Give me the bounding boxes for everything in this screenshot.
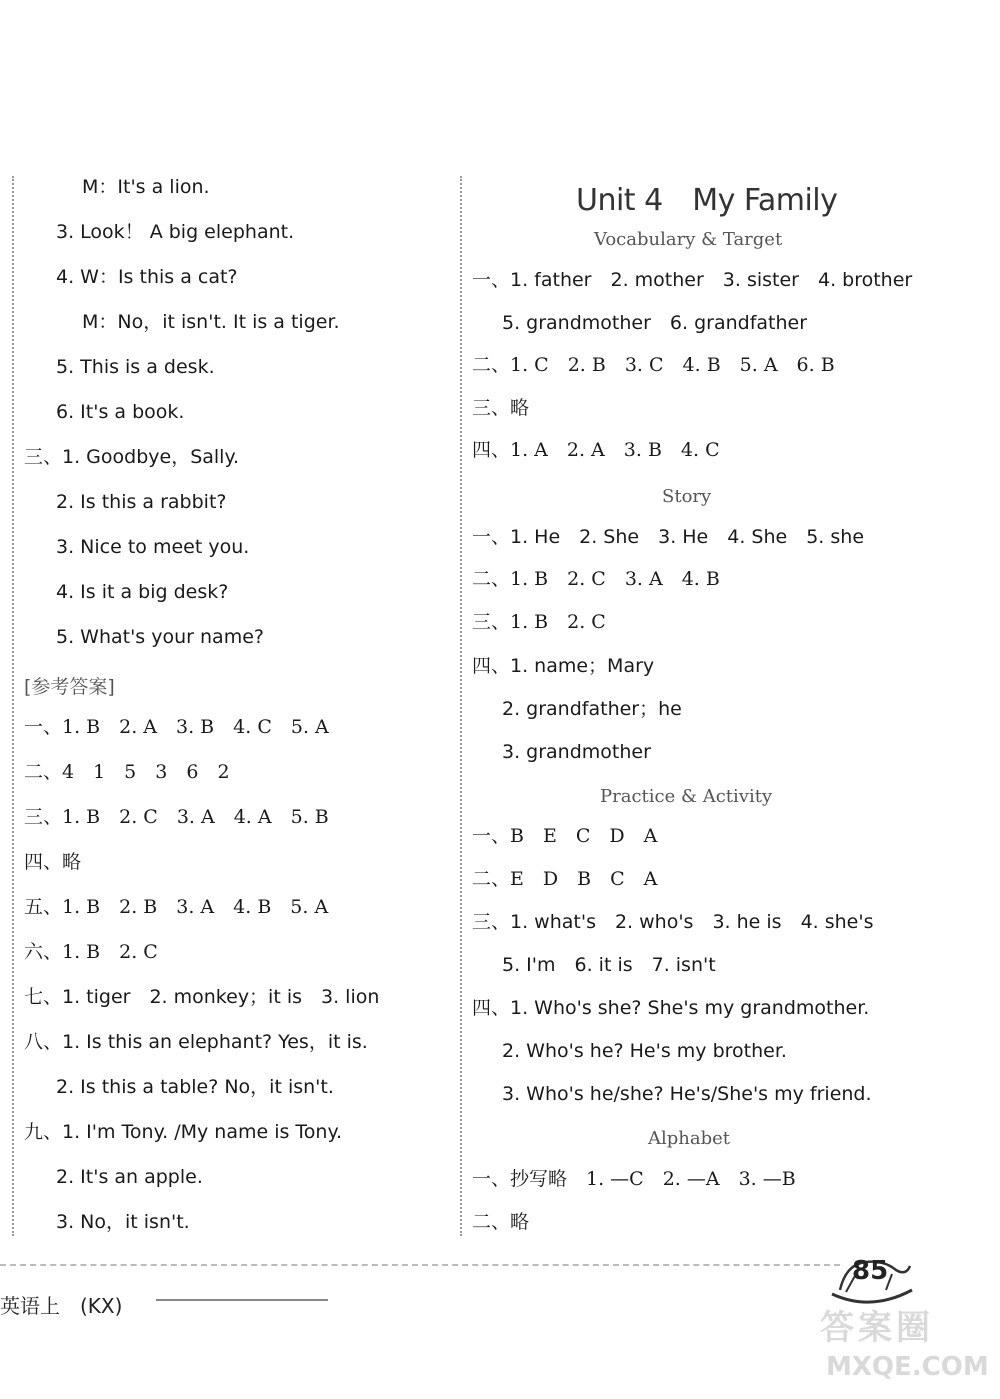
right-answer-line: 四、1. name；Mary bbox=[472, 655, 655, 677]
left-answer-line: 四、略 bbox=[24, 851, 82, 873]
left-answer-line: 2. Is this a rabbit? bbox=[56, 491, 227, 513]
right-answer-line: 三、1. B 2. C bbox=[472, 611, 606, 633]
left-answer-line: 6. It's a book. bbox=[56, 401, 185, 423]
right-answer-line: 5. I'm 6. it is 7. isn't bbox=[502, 954, 716, 976]
right-answer-line: 5. grandmother 6. grandfather bbox=[502, 312, 808, 334]
right-answer-line: 四、1. A 2. A 3. B 4. C bbox=[472, 439, 720, 461]
left-answer-line: M：No，it isn't. It is a tiger. bbox=[82, 311, 340, 333]
section-heading: Practice & Activity bbox=[600, 786, 773, 807]
right-answer-line: 二、E D B C A bbox=[472, 868, 658, 890]
left-answer-line: 八、1. Is this an elephant? Yes，it is. bbox=[24, 1031, 368, 1053]
left-answer-line: 七、1. tiger 2. monkey；it is 3. lion bbox=[24, 986, 380, 1008]
left-answer-line: 一、1. B 2. A 3. B 4. C 5. A bbox=[24, 716, 329, 738]
left-answer-line: 3. No，it isn't. bbox=[56, 1211, 190, 1233]
right-answer-line: 二、1. B 2. C 3. A 4. B bbox=[472, 568, 720, 590]
right-answer-line: 3. grandmother bbox=[502, 741, 651, 763]
right-answer-line: 一、抄写略 1. —C 2. —A 3. —B bbox=[472, 1168, 796, 1190]
left-answer-line: 六、1. B 2. C bbox=[24, 941, 158, 963]
right-answer-line: 3. Who's he/she? He's/She's my friend. bbox=[502, 1083, 872, 1105]
left-column-divider bbox=[12, 176, 14, 1236]
unit-title: Unit 4 My Family bbox=[576, 183, 838, 218]
watermark-logo: 答案圈 bbox=[820, 1308, 934, 1348]
left-answer-line: M：It's a lion. bbox=[82, 176, 210, 198]
left-answer-line: 2. Is this a table? No，it isn't. bbox=[56, 1076, 334, 1098]
footer-divider bbox=[0, 1264, 840, 1266]
left-answer-line: 三、1. B 2. C 3. A 4. A 5. B bbox=[24, 806, 329, 828]
section-heading: Story bbox=[662, 486, 712, 507]
section-heading: Vocabulary & Target bbox=[594, 229, 783, 250]
right-answer-line: 2. grandfather；he bbox=[502, 698, 682, 720]
left-answer-line: 4. W：Is this a cat? bbox=[56, 266, 238, 288]
left-answer-line: 九、1. I'm Tony. /My name is Tony. bbox=[24, 1121, 343, 1143]
left-answer-line: 3. Look！ A big elephant. bbox=[56, 221, 295, 243]
left-answer-line: 五、1. B 2. B 3. A 4. B 5. A bbox=[24, 896, 329, 918]
right-answer-line: 二、1. C 2. B 3. C 4. B 5. A 6. B bbox=[472, 354, 835, 376]
right-answer-line: 一、1. father 2. mother 3. sister 4. brother bbox=[472, 269, 913, 291]
center-column-divider bbox=[460, 176, 462, 1236]
left-answer-line: 5. What's your name? bbox=[56, 626, 264, 648]
right-answer-line: 三、略 bbox=[472, 397, 530, 419]
right-answer-line: 三、1. what's 2. who's 3. he is 4. she's bbox=[472, 911, 874, 933]
right-answer-line: 2. Who's he? He's my brother. bbox=[502, 1040, 787, 1062]
footer-rule bbox=[156, 1299, 328, 1301]
page-number: 85 bbox=[852, 1256, 889, 1286]
left-answer-line: 3. Nice to meet you. bbox=[56, 536, 250, 558]
right-answer-line: 四、1. Who's she? She's my grandmother. bbox=[472, 997, 870, 1019]
right-answer-line: 一、B E C D A bbox=[472, 825, 658, 847]
left-answer-line: 二、4 1 5 3 6 2 bbox=[24, 761, 230, 783]
right-answer-line: 一、1. He 2. She 3. He 4. She 5. she bbox=[472, 526, 865, 548]
section-heading: Alphabet bbox=[648, 1128, 731, 1149]
footer-label: 英语上 (KX) bbox=[0, 1294, 123, 1318]
left-answer-line: 5. This is a desk. bbox=[56, 356, 215, 378]
right-answer-line: 二、略 bbox=[472, 1211, 530, 1233]
answer-key-label: [参考答案] bbox=[24, 676, 115, 698]
watermark-url: MXQE.COM bbox=[826, 1352, 989, 1382]
left-answer-line: 2. It's an apple. bbox=[56, 1166, 203, 1188]
left-answer-line: 三、1. Goodbye，Sally. bbox=[24, 446, 240, 468]
left-answer-line: 4. Is it a big desk? bbox=[56, 581, 229, 603]
